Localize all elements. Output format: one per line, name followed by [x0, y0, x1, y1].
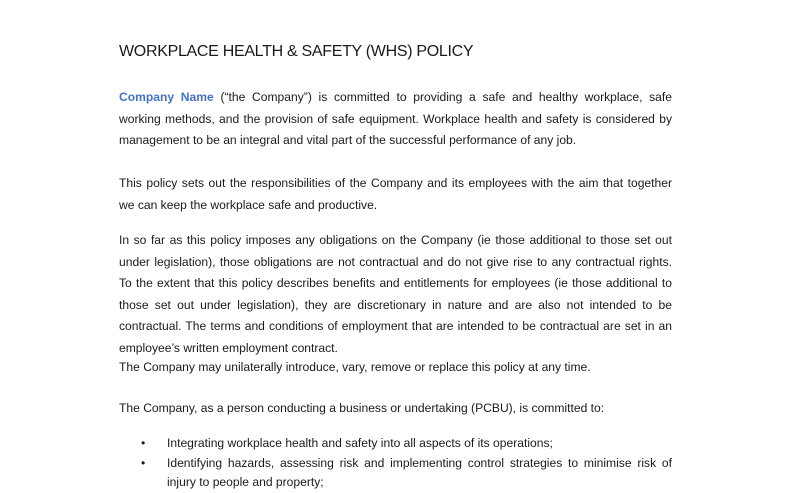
page-title: WORKPLACE HEALTH & SAFETY (WHS) POLICY — [119, 43, 474, 60]
company-name-placeholder: Company Name — [119, 90, 214, 104]
policy-purpose-paragraph: This policy sets out the responsibilities of the Company and its employees with the aim that together we can keep the workplace safe and productive. — [119, 176, 672, 212]
list-item-text: Identifying hazards, assessing risk and implementing control strategies to minimise risk of injury to people and property; — [167, 455, 672, 489]
list-item-text: Integrating workplace health and safety into all aspects of its operations; — [167, 436, 553, 450]
contractual-status-paragraph: In so far as this policy imposes any obligations on the Company (ie those additional to those set out under legislation), those obligations are not contractual and do not give rise to any contractual rights. To the extent that this policy describes benefits and entitlements for employees (ie those additional to those set out under legislation), they are discretionary in nature and are also not intended to be contractual. The terms and conditions of employment that are intended to be contractual are set in an employee’s written employment contract. — [119, 233, 672, 355]
bullet-icon: • — [141, 436, 146, 450]
bullet-icon: • — [141, 455, 146, 470]
list-item — [119, 434, 672, 454]
intro-text: (“the Company”) is committed to providing a safe and healthy workplace, safe working methods, and the provision of safe equipment. Workplace health and safety is considered by management to be an integral and vital part of the successful performance of any job. — [119, 90, 672, 147]
intro-paragraph — [119, 87, 672, 152]
commitment-intro-paragraph: The Company, as a person conducting a business or undertaking (PCBU), is committed to: — [119, 401, 605, 415]
policy-variation-paragraph: The Company may unilaterally introduce, vary, remove or replace this policy at any time. — [119, 360, 591, 374]
commitment-list — [119, 434, 672, 493]
list-item — [119, 454, 672, 493]
